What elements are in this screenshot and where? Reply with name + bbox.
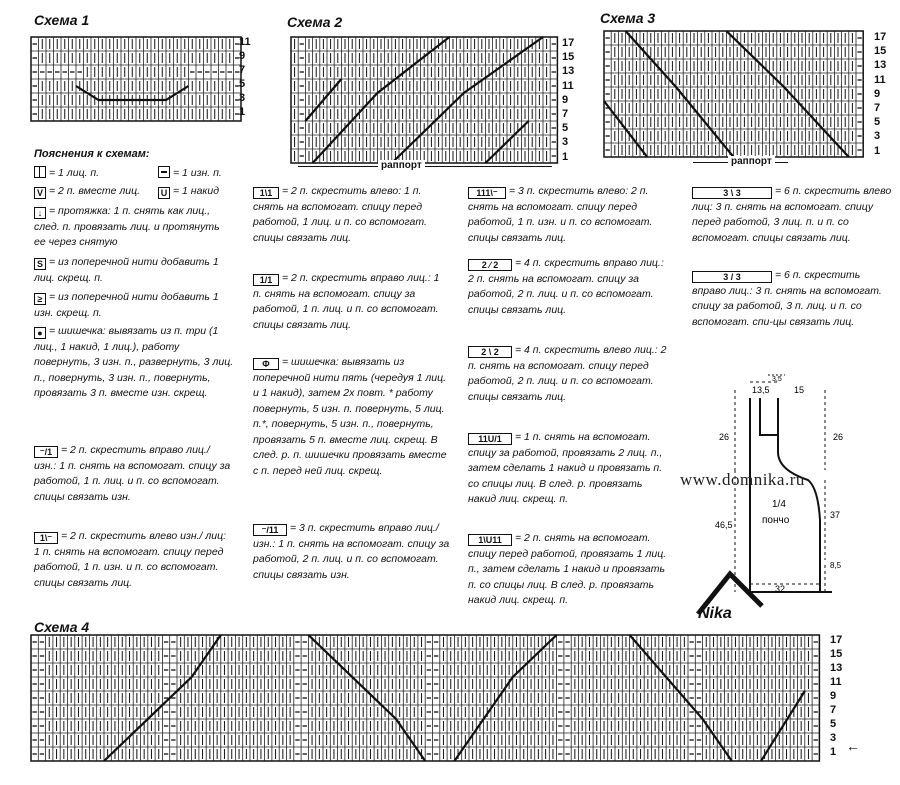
s4-row-3: 3 [830,732,837,744]
legend-psso-text: = протяжка: 1 п. снять как лиц., след. п. провязать лиц. и протянуть ее через снятую [34,205,220,248]
s3-row-11: 11 [874,73,886,86]
legend-2st-right [253,271,451,333]
dim-bottom-label: 32 [775,584,786,594]
scheme-3-row-numbers [874,31,894,159]
dim-left-upper-label: 26 [719,432,730,442]
s1-row-7: 7 [239,64,246,76]
s2-row-7: 7 [562,107,569,120]
s1-row-9: 9 [239,50,246,62]
scheme-1-chart [30,36,265,124]
cross-6-right-icon: 3 / 3 [692,271,772,283]
s2-row-3: 3 [562,136,569,149]
scheme-2-rapport-bracket [290,160,560,178]
slip-yo-left-icon: 1\U11 [468,534,512,546]
legend-yarnover-text: = 1 накид [173,185,220,197]
s2-row-11: 11 [562,79,574,92]
legend-k2tog [34,184,154,200]
scheme-2-chart [290,36,560,166]
legend-6st-right-text: = 6 п. скрестить вправо лиц.: 3 п. снять на вспомогат. спицу за работой, 3 п. лиц. и п. со вспомогат. спи-цы связать лиц. [692,269,882,328]
phi-bobble-icon: Φ [253,358,279,370]
dim-top-right-label: 15 [794,385,805,395]
s4-row-9: 9 [830,690,837,702]
legend-heading: Пояснения к схемам: [34,148,150,160]
s4-row-7: 7 [830,704,837,716]
arrow-down-icon: ↓ [34,207,46,219]
legend-knit-text: = 1 лиц. п. [49,167,100,179]
legend-slip-yo-right-text: = 1 п. снять на вспомогат. спицу за работой, провязать 2 лиц. п., затем сделать 1 накид и провязать п. со спицы лиц. В след. р. провязать накид лиц. скрещ. п. [468,431,663,505]
nika-logo [690,566,780,626]
z-symbol-icon: ≥ [34,293,46,305]
legend-m1-knit-text: = из поперечной нити добавить 1 лиц. скрещ. п. [34,256,219,284]
s4-row-17: 17 [830,634,843,646]
scheme-4-chart [30,634,826,762]
s1-row-1: 1 [239,106,246,118]
s2-row-5: 5 [562,122,569,135]
scheme-1-row-numbers [239,36,259,120]
legend-4st-left-text: = 4 п. скрестить влево лиц.: 2 п. снять на вспомогат. спицу перед работой, 2 п. лиц. и п. со вспомогат. спицы связать лиц. [468,344,667,403]
scheme-3-title: Схема 3 [600,10,656,26]
legend-3st-right [253,521,451,583]
legend-yarnover [158,184,238,200]
legend-2st-left [253,184,451,246]
legend-cross-right-knit-purl [34,443,234,505]
dim-right-bottom-label: 8,5 [830,561,842,570]
legend-cross-left-purl-knit [34,529,234,591]
scheme-2-title: Схема 2 [287,14,343,30]
legend-6st-left-text: = 6 п. скрестить влево лиц: 3 п. снять на вспомогат. спицу перед работой, 3 лиц. п. и п. со вспомогат. спицы связать лиц. [692,185,892,244]
legend-cross-right-text: = 2 п. скрестить вправо лиц./ изн.: 1 п. снять на вспомогат. спицу за работой, 1 п. лиц. и п. со вспомогат. спицы связать изн. [34,444,231,503]
cross-4-left-icon: 2 \ 2 [468,346,512,358]
legend-purl [158,166,238,182]
legend-m1-purl [34,290,234,321]
cross-3-right-icon: ⁻/11 [253,524,287,536]
s3-row-15: 15 [874,45,887,58]
legend-cross-left-text: = 2 п. скрестить влево изн./ лиц: 1 п. снять на вспомогат. спицу перед работой, 1 п. изн. и п. со вспомогат. спицы связать лиц. [34,530,227,589]
watermark-url: www.domnika.ru [680,470,805,489]
legend-purl-text: = 1 изн. п. [173,167,222,179]
scheme-2-rapport-label: раппорт [378,160,425,171]
s3-row-1: 1 [874,144,881,157]
legend-bobble [34,324,234,402]
slip-yo-right-icon: 11U/1 [468,433,512,445]
legend-slip-yo-left [468,531,668,609]
legend-2st-left-text: = 2 п. скрестить влево: 1 п. снять на вспомогат. спицу перед работой, 1 лиц. и п. со вспомогат. спицы связать лиц. [253,185,427,244]
knit-symbol-icon [34,166,46,178]
legend-6st-left [692,184,892,246]
scheme-3-rapport-label: раппорт [728,156,775,167]
row-start-arrow-icon: ← [846,738,860,754]
s3-row-9: 9 [874,87,881,100]
bobble-icon: ● [34,327,46,339]
dim-left-lower-label: 46,5 [715,520,733,530]
scheme-3-chart [603,30,868,162]
dim-top-small-label: 3,5 [772,376,782,383]
legend-4st-right-text: = 4 п. скрестить вправо лиц.: 2 п. снять на вспомогат. спицу за работой, 2 п. лиц. и п. со вспомогат. спицы связать лиц. [468,257,664,316]
legend-3st-right-text: = 3 п. скрестить вправо лиц./изн.: 1 п. снять на вспомогат. спицу за работой, 2 п. лиц. и п. со вспомогат. спицы связать изн. [253,522,450,581]
s1-row-3: 3 [239,92,246,104]
poncho-name-label: пончо [762,515,790,526]
legend-4st-right [468,256,668,318]
s3-row-5: 5 [874,116,881,129]
legend-slip-yo-left-text: = 2 п. снять на вспомогат. спицу перед работой, провязать 1 лиц. п., затем сделать 1 накид и провязать п. со спицы лиц. В след. р. провязать накид лиц. скрещ. п. [468,532,667,606]
legend-3st-left-text: = 3 п. скрестить влево: 2 п. снять на вспомогат. спицу перед работой, 1 п. изн. и п. со вспомогат. спицы связать лиц. [468,185,653,244]
poncho-fraction-label: 1/4 [772,499,786,510]
s2-row-13: 13 [562,65,575,78]
purl-symbol-icon [158,166,170,178]
legend-m1-knit [34,255,234,286]
cross-right-2-icon: 1/1 [253,274,279,286]
cross-3-left-icon: 111\⁻ [468,187,506,199]
legend-m1-purl-text: = из поперечной нити добавить 1 изн. скрещ. п. [34,291,219,319]
s4-row-15: 15 [830,648,843,660]
s4-row-1: 1 [830,746,837,758]
logo-text: Nika [698,605,732,622]
cross-left-2-icon: 1\1 [253,187,279,199]
dim-right-upper-label: 26 [833,432,844,442]
s2-row-15: 15 [562,51,575,64]
legend-2st-right-text: = 2 п. скрестить вправо лиц.: 1 п. снять на вспомогат. спицу за работой, 1 п. лиц. и п. со вспомогат. спицы связать лиц. [253,272,440,331]
legend-bobble-5-text: = шишечка: вывязать из поперечной нити пять (чередуя 1 лиц. и 1 накид), затем 2х повт. * работу повернуть, 5 изн. п. повернуть, 5 лиц. п.*, повернуть, 5 изн. п., повернуть, провязать 5 п. вместе лиц. скрещ. В след. р. п. шишечки провязать вместе с п. перед ней лиц. скрещ. [253,356,447,477]
s2-row-17: 17 [562,37,575,49]
legend-3st-left [468,184,668,246]
scheme-2-row-numbers [562,37,582,165]
poncho-outline-right [778,400,820,592]
dim-right-lower-label: 37 [830,510,841,520]
s-symbol-icon: S [34,258,46,270]
legend-6st-right [692,268,892,330]
legend-k2tog-text: = 2 п. вместе лиц. [49,185,141,197]
s3-row-13: 13 [874,59,887,72]
s3-row-7: 7 [874,101,881,114]
legend-psso [34,204,234,251]
s2-row-1: 1 [562,150,569,163]
scheme-3-rapport-bracket [603,156,868,174]
cross-right-icon: ⁻/1 [34,446,58,458]
s4-row-5: 5 [830,718,837,730]
legend-4st-left [468,343,668,405]
dim-top-left-label: 13,5 [752,385,770,395]
yarnover-symbol-icon: U [158,187,170,199]
legend-bobble-5 [253,355,451,479]
scheme-4-title: Схема 4 [34,619,90,635]
s3-row-17: 17 [874,31,887,43]
s2-row-9: 9 [562,93,569,106]
s4-row-11: 11 [830,676,842,688]
cross-left-icon: 1\⁻ [34,532,58,544]
cross-6-left-icon: 3 \ 3 [692,187,772,199]
s1-row-11: 11 [239,36,251,48]
s3-row-3: 3 [874,130,881,143]
s4-row-13: 13 [830,662,843,674]
scheme-1-title: Схема 1 [34,12,90,28]
legend-slip-yo-right [468,430,668,508]
cross-4-right-icon: 2 ⁄ 2 [468,259,512,271]
legend-knit [34,166,146,182]
k2tog-symbol-icon: V [34,187,46,199]
legend-bobble-text: = шишечка: вывязать из п. три (1 лиц., 1 накид, 1 лиц.), работу повернуть, 3 изн. п., развернуть, 3 лиц. п., повернуть, 3 изн. п., повернуть, провязать 3 п. вместе изн. скрещ. [34,325,234,399]
poncho-neck-outline [760,398,778,435]
s1-row-5: 5 [239,78,246,90]
